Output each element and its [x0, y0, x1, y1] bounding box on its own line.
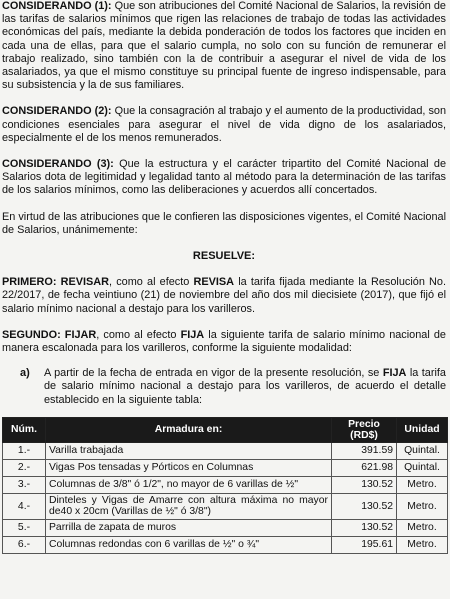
- header-num: Núm.: [3, 417, 46, 442]
- header-armadura: Armadura en:: [46, 417, 332, 442]
- primero-paragraph: [2, 276, 446, 316]
- considerando-2-text: Que la consagración al trabajo y el aumento de la productividad, son condiciones esenciales para asegurar el nivel de vida digno de los asalariados, especialmente el de los menos remunerados.: [2, 105, 447, 144]
- row-desc: Dinteles y Vigas de Amarre con altura máxima no mayor de40 x 20cm (Varillas de ½" ó 3/8"): [46, 493, 332, 519]
- row-price: 130.52: [332, 493, 397, 519]
- segundo-paragraph: [2, 329, 446, 355]
- table-row: [3, 519, 448, 536]
- virtud-paragraph: En virtud de las atribuciones que le confieren las disposiciones vigentes, el Comité Nacional de Salarios, unánimemente:: [2, 210, 446, 236]
- item-a-text-2: la tarifa de salario mínimo nacional a destajo para los varilleros, de acuerdo el detalle establecido en la siguiente tabla:: [44, 367, 446, 406]
- primero-text-1: , como al efecto: [109, 276, 194, 289]
- row-desc: Varilla trabajada: [46, 442, 332, 459]
- table-row: [3, 459, 448, 476]
- considerando-1-text: Que son atribuciones del Comité Nacional de Salarios, la revisión de las tarifas de salarios mínimos que rigen las relaciones de trabajo de todas las actividades económicas del país, mediante la debida ponderación de todos los factores que inciden en cada una de ellas, para que el salario cumpla, no solo con su función de remunerar el trabajo realizado, sino también con la de contribuir a asegurar el nivel de vida de los asalariados, ya que el mismo constituye su principal fuente de ingreso indispensable, para su subsistencia y la de sus familiares.: [2, 0, 446, 92]
- considerando-3-paragraph: [2, 158, 446, 198]
- row-price: 391.59: [332, 442, 397, 459]
- row-num: 5.-: [3, 519, 46, 536]
- row-unit: Quintal.: [397, 459, 448, 476]
- row-price: 621.98: [332, 459, 397, 476]
- table-row: [3, 536, 448, 553]
- item-a-text-1: A partir de la fecha de entrada en vigor de la presente resolución, se: [44, 367, 383, 380]
- row-num: 2.-: [3, 459, 46, 476]
- row-num: 6.-: [3, 536, 46, 553]
- table-row: [3, 476, 448, 493]
- row-unit: Metro.: [397, 536, 448, 553]
- row-unit: Metro.: [397, 476, 448, 493]
- row-price: 195.61: [332, 536, 397, 553]
- segundo-text-1: , como al efecto: [96, 328, 181, 341]
- primero-text-2: la tarifa fijada mediante la Resolución No. 22/2017, de fecha veintiuno (21) de noviembre del año dos mil diecisiete (2017), que fijó el salario mínimo nacional a destajo para los varilleros.: [2, 276, 446, 315]
- resuelve-heading: RESUELVE:: [192, 250, 256, 263]
- table-row: [3, 442, 448, 459]
- considerando-2-lead: CONSIDERANDO (2):: [2, 105, 112, 118]
- considerando-1-paragraph: [2, 0, 446, 92]
- considerando-3-lead: CONSIDERANDO (3):: [2, 158, 114, 171]
- row-unit: Metro.: [397, 519, 448, 536]
- row-unit: Quintal.: [397, 442, 448, 459]
- tarifa-table: [2, 417, 448, 554]
- row-desc: Columnas de 3/8" ó 1/2", no mayor de 6 varillas de ½": [46, 476, 332, 493]
- row-desc: Columnas redondas con 6 varillas de ½" o ¾": [46, 536, 332, 553]
- primero-bold-word: REVISA: [193, 276, 235, 289]
- row-desc: Vigas Pos tensadas y Pórticos en Columnas: [46, 459, 332, 476]
- row-price: 130.52: [332, 519, 397, 536]
- row-desc: Parrilla de zapata de muros: [46, 519, 332, 536]
- row-num: 1.-: [3, 442, 46, 459]
- considerando-2-paragraph: [2, 105, 446, 145]
- item-a-paragraph: [44, 367, 446, 407]
- considerando-3-text: Que la estructura y el carácter tripartito del Comité Nacional de Salarios dota de legitimidad y legalidad tanto al método para la determinación de las tarifas de los salarios mínimos, como las deliberaciones y acuerdos allí concertados.: [2, 158, 446, 197]
- segundo-lead: SEGUNDO: FIJAR: [2, 328, 97, 341]
- segundo-text-2: la siguiente tarifa de salario mínimo nacional de manera escalonada para los varilleros, conforme la siguiente modalidad:: [2, 328, 446, 355]
- item-a-marker: a): [20, 367, 30, 380]
- item-a-bold-word: FIJA: [382, 367, 407, 380]
- header-unidad: Unidad: [397, 417, 448, 442]
- row-num: 4.-: [3, 493, 46, 519]
- row-price: 130.52: [332, 476, 397, 493]
- segundo-bold-word: FIJA: [180, 328, 205, 341]
- header-precio: Precio (RD$): [332, 417, 397, 442]
- row-unit: Metro.: [397, 493, 448, 519]
- considerando-1-lead: CONSIDERANDO (1):: [2, 0, 112, 12]
- item-a: [2, 367, 446, 407]
- primero-lead: PRIMERO: REVISAR: [2, 276, 110, 289]
- table-header-row: [3, 417, 448, 442]
- row-num: 3.-: [3, 476, 46, 493]
- table-row: [3, 493, 448, 519]
